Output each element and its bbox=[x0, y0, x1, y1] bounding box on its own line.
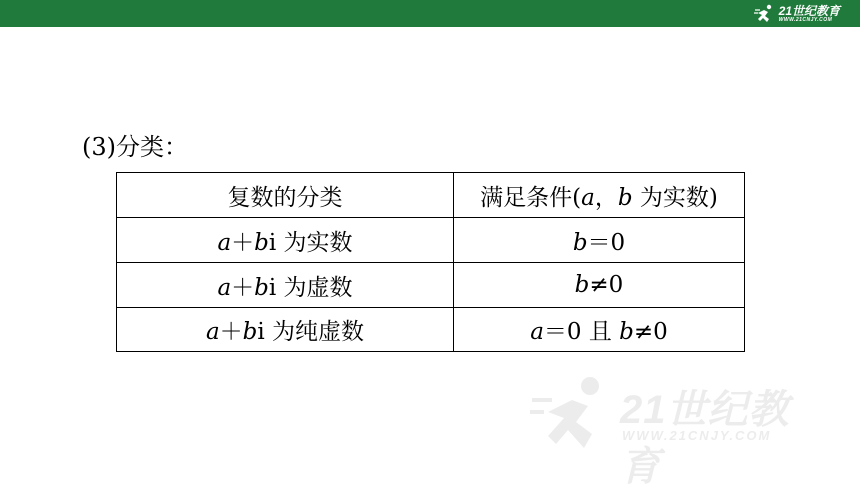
row-condition: a＝0 且 b≠0 bbox=[454, 308, 745, 352]
header-condition: 满足条件(a，b 为实数) bbox=[454, 173, 745, 218]
watermark-url: WWW.21CNJY.COM bbox=[622, 428, 772, 443]
table-header-row bbox=[117, 173, 745, 218]
row-condition: b≠0 bbox=[454, 263, 745, 308]
watermark-logo bbox=[530, 372, 820, 489]
row-classification: a＋bi 为实数 bbox=[117, 218, 454, 263]
watermark-text: 21世纪教育 bbox=[620, 388, 790, 489]
row-classification: a＋bi 为虚数 bbox=[117, 263, 454, 308]
header-complex-classification: 复数的分类 bbox=[117, 173, 454, 218]
runner-logo-icon bbox=[754, 4, 776, 24]
classification-table bbox=[116, 172, 745, 352]
section-heading: (3)分类： bbox=[82, 133, 188, 161]
table-row bbox=[117, 308, 745, 352]
table-row bbox=[117, 263, 745, 308]
row-classification: a＋bi 为纯虚数 bbox=[117, 308, 454, 352]
watermark-runner-icon bbox=[530, 372, 620, 452]
brand-logo-text: 21世纪教育 WWW.21CNJY.COM bbox=[778, 3, 840, 23]
brand-logo bbox=[754, 3, 840, 25]
top-banner bbox=[0, 0, 860, 27]
row-condition: b＝0 bbox=[454, 218, 745, 263]
table-row bbox=[117, 218, 745, 263]
